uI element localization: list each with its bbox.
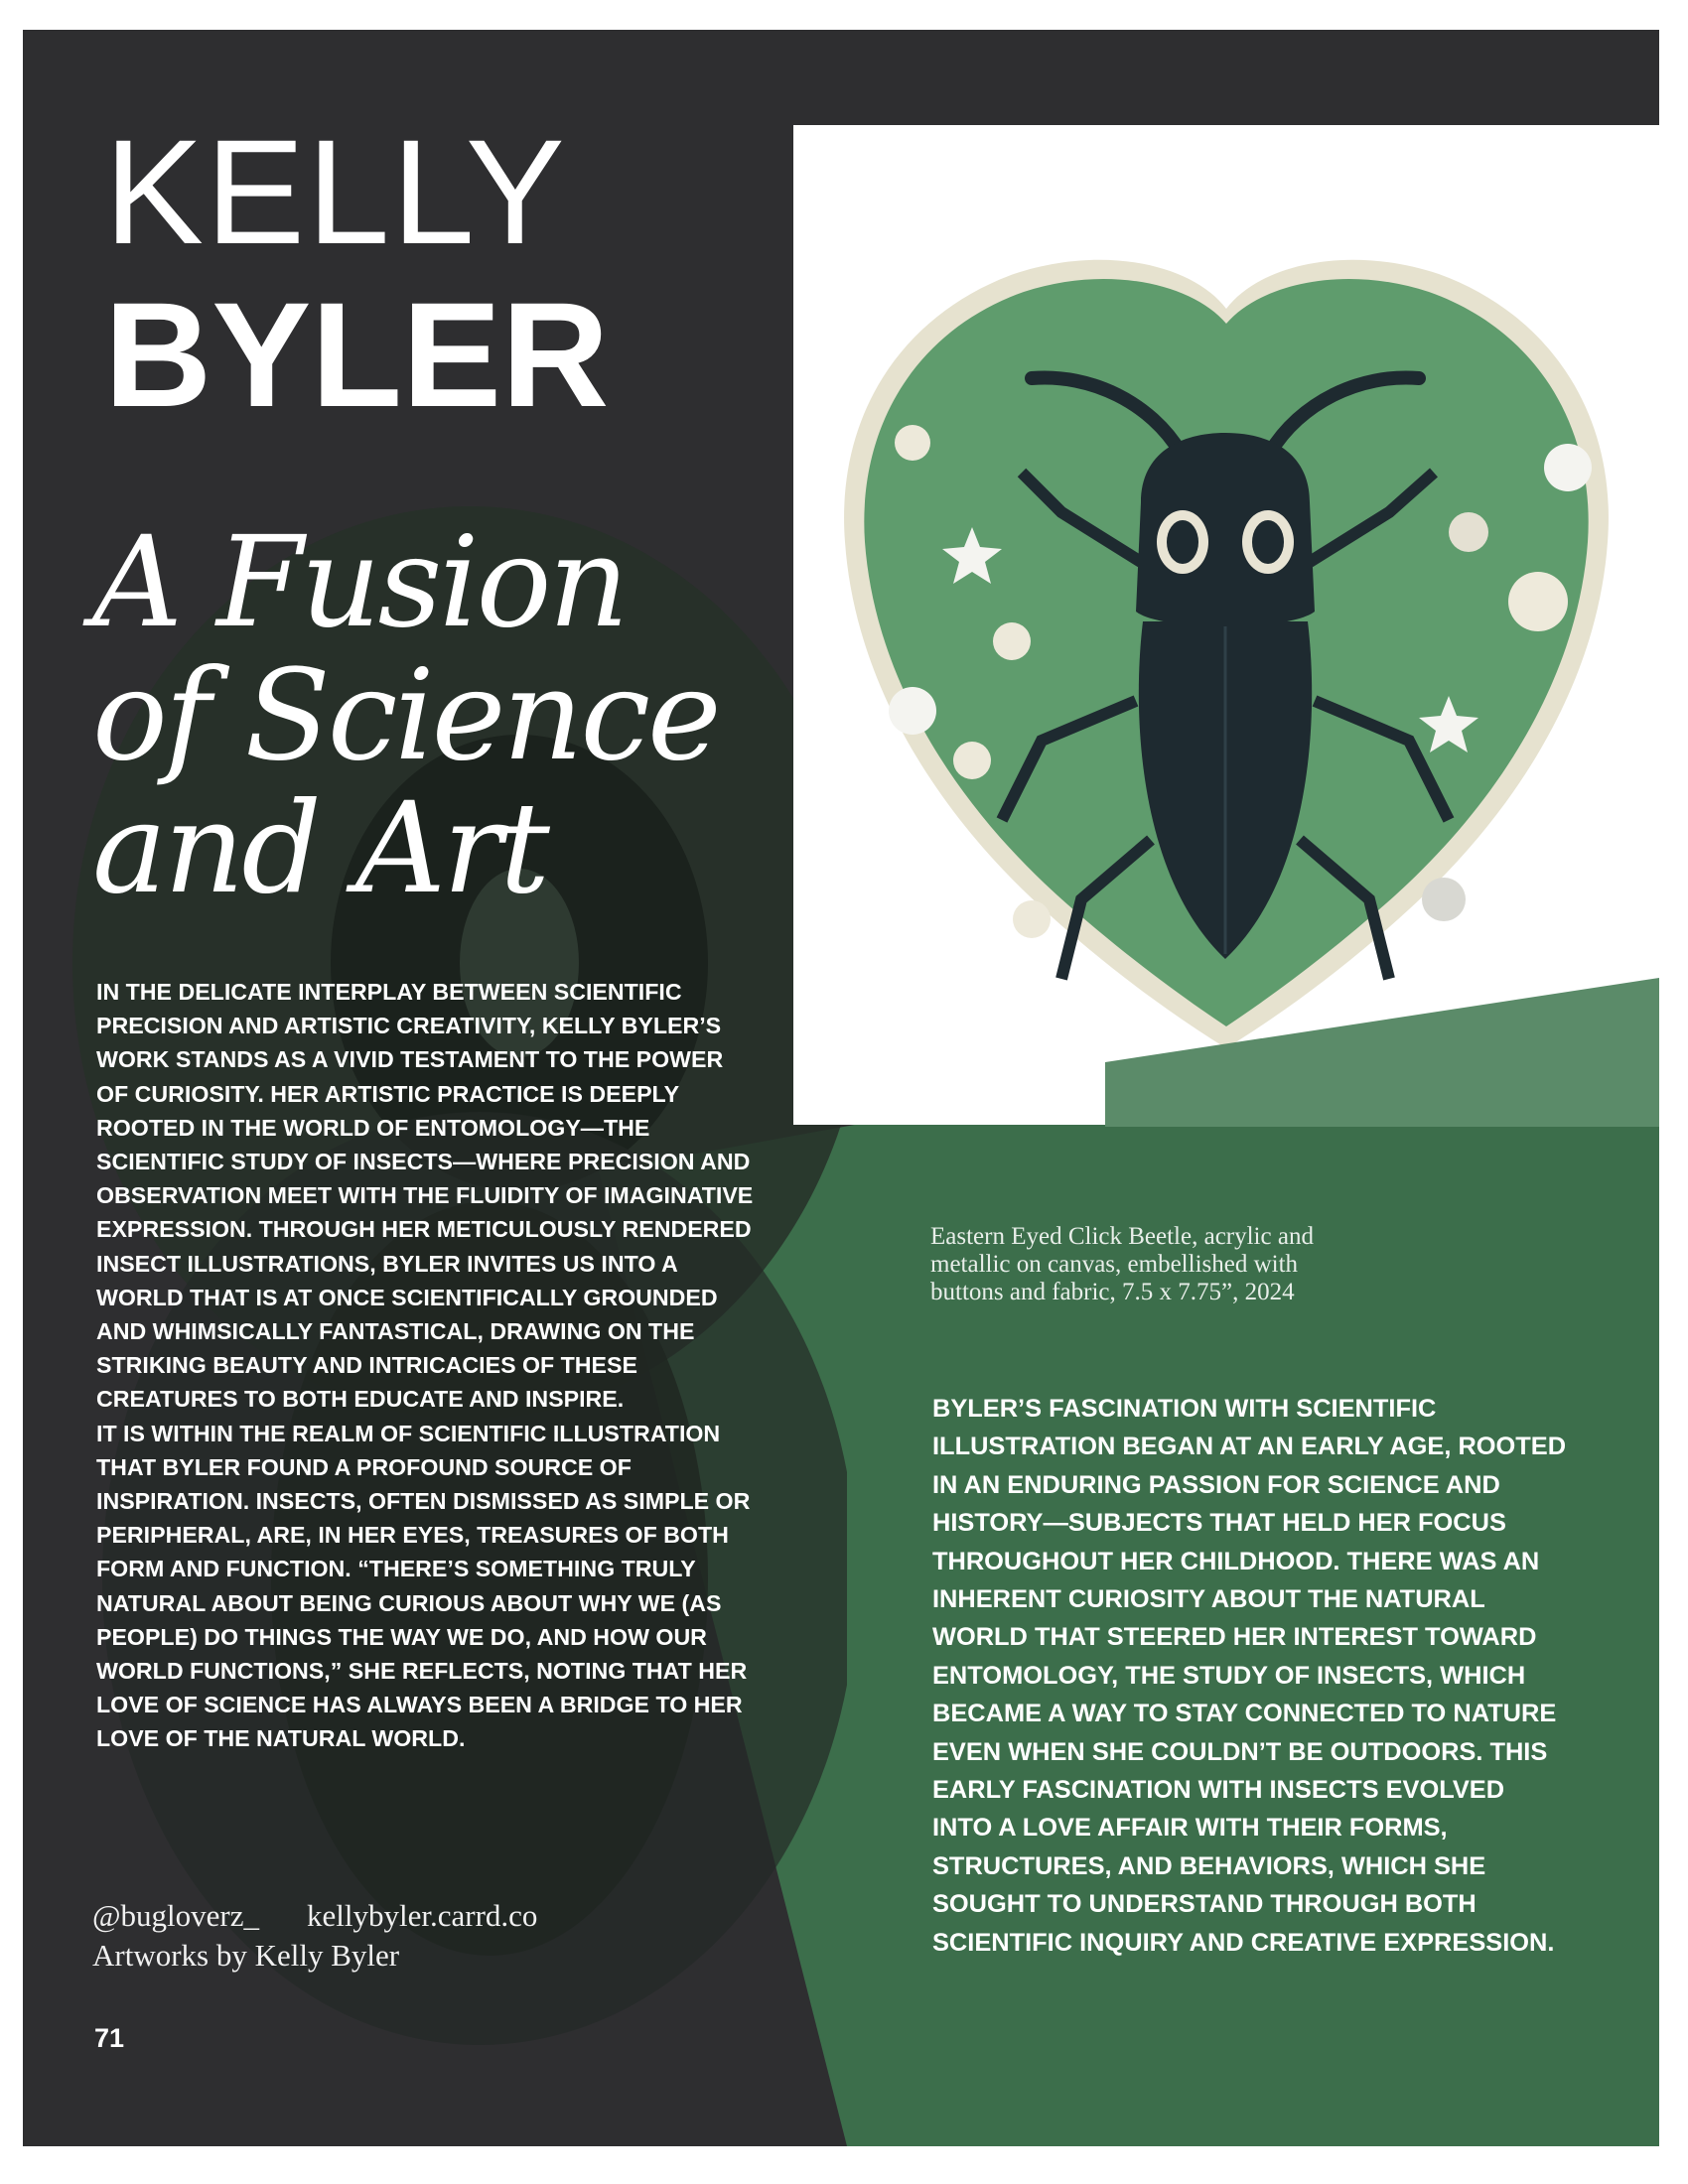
magazine-page xyxy=(23,30,1659,2146)
instagram-handle[interactable]: @bugloverz_ xyxy=(92,1898,260,1933)
right-column-text: BYLER’S FASCINATION WITH SCIENTIFIC ILLUSTRATION BEGAN AT AN EARLY AGE, ROOTED IN AN ENDURING PASSION FOR SCIENCE AND HISTORY—SUBJECTS THAT HELD HER FOCUS THROUGHOUT HER CHILDHOOD. THERE WAS AN INHERENT CURIOSITY ABOUT THE NATURAL WORLD THAT STEERED HER INTEREST TOWARD ENTOMOLOGY, THE STUDY OF INSECTS, WHICH BECAME A WAY TO STAY CONNECTED TO NATURE EVEN WHEN SHE COULDN’T BE OUTDOORS. THIS EARLY FASCINATION WITH INSECTS EVOLVED INTO A LOVE AFFAIR WITH THEIR FORMS, STRUCTURES, AND BEHAVIORS, WHICH SHE SOUGHT TO UNDERSTAND THROUGH BOTH SCIENTIFIC INQUIRY AND CREATIVE EXPRESSION. xyxy=(932,1395,1567,1957)
artwork-caption: Eastern Eyed Click Beetle, acrylic and metallic on canvas, embellished with buttons and fabric, 7.5 x 7.75”, 2024 xyxy=(930,1223,1314,1305)
left-paragraph-2: IT IS WITHIN THE REALM OF SCIENTIFIC ILLUSTRATION THAT BYLER FOUND A PROFOUND SOURCE OF INSPIRATION. INSECTS, OFTEN DISMISSED AS SIMPLE OR PERIPHERAL, ARE, IN HER EYES, TREASURES OF BOTH FORM AND FUNCTION. “THERE’S SOMETHING TRULY NATURAL ABOUT BEING CURIOUS ABOUT WHY WE (AS PEOPLE) DO THINGS THE WAY WE DO, AND HOW OUR WORLD FUNCTIONS,” SHE REFLECTS, NOTING THAT HER LOVE OF SCIENCE HAS ALWAYS BEEN A BRIDGE TO HER LOVE OF THE NATURAL WORLD. xyxy=(96,1420,751,1752)
artist-last-name: BYLER xyxy=(104,271,610,438)
artwork-photo xyxy=(793,125,1659,1125)
left-column-text xyxy=(96,975,760,1756)
heart-beetle-artwork xyxy=(793,125,1659,1125)
subtitle-line-1: A Fusion xyxy=(92,509,627,655)
website-link[interactable]: kellybyler.carrd.co xyxy=(307,1898,538,1933)
page-number: 71 xyxy=(94,2023,125,2053)
artwork-credit: Artworks by Kelly Byler xyxy=(92,1938,400,1973)
artist-credits xyxy=(92,1896,585,1976)
left-paragraph-1: IN THE DELICATE INTERPLAY BETWEEN SCIENTIFIC PRECISION AND ARTISTIC CREATIVITY, KELLY BYLER’S WORK STANDS AS A VIVID TESTAMENT TO THE POWER OF CURIOSITY. HER ARTISTIC PRACTICE IS DEEPLY ROOTED IN THE WORLD OF ENTOMOLOGY—THE SCIENTIFIC STUDY OF INSECTS—WHERE PRECISION AND OBSERVATION MEET WITH THE FLUIDITY OF IMAGINATIVE EXPRESSION. THROUGH HER METICULOUSLY RENDERED INSECT ILLUSTRATIONS, BYLER INVITES US INTO A WORLD THAT IS AT ONCE SCIENTIFICALLY GROUNDED AND WHIMSICALLY FANTASTICAL, DRAWING ON THE STRIKING BEAUTY AND INTRICACIES OF THESE CREATURES TO BOTH EDUCATE AND INSPIRE. xyxy=(96,979,754,1413)
subtitle-line-3: and Art xyxy=(92,775,547,921)
social-links xyxy=(92,1896,585,1936)
article-subtitle xyxy=(92,509,807,921)
subtitle-line-2: of Science xyxy=(92,642,719,788)
artist-first-name: KELLY xyxy=(104,108,567,275)
